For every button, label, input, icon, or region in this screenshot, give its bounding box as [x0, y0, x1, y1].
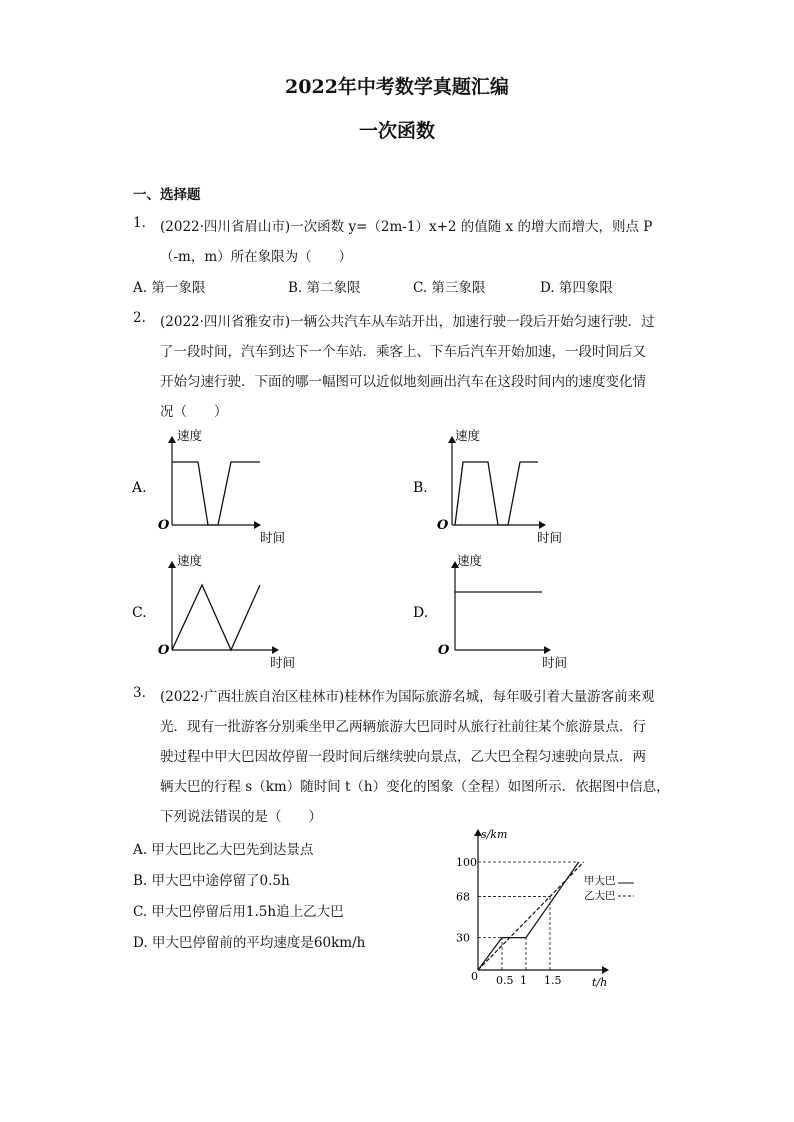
q3-series-yi [478, 862, 584, 970]
q2-option-d-label: D. [413, 605, 429, 621]
q2-c-origin: O [158, 643, 170, 658]
q2-b-y-label: 速度 [455, 428, 481, 443]
section-heading: 一、选择题 [133, 187, 201, 203]
q2-b-origin: O [437, 518, 449, 533]
q3-xtick-label: 1.5 [544, 974, 562, 987]
q3-line-2: 光．现有一批游客分别乘坐甲乙两辆旅游大巴同时从旅行社前往某个旅游景点．行 [160, 719, 646, 735]
q2-a-x-label: 时间 [260, 530, 286, 545]
q3-option-a: A. 甲大巴比乙大巴先到达景点 [133, 842, 314, 858]
q3-origin: 0 [471, 970, 478, 983]
q1-option-a: A. 第一象限 [133, 280, 206, 296]
q3-ytick-label: 30 [456, 931, 470, 945]
q3-ytick-label: 100 [456, 856, 477, 869]
q3-legend-yi: 乙大巴 [584, 890, 616, 902]
q2-c-y-label: 速度 [177, 553, 203, 568]
q2-line-1: (2022·四川省雅安市)一辆公共汽车从车站开出，加速行驶一段后开始匀速行驶．过 [160, 314, 655, 330]
q2-number: 2. [133, 310, 146, 326]
q1-number: 1. [133, 215, 146, 231]
q3-line-4: 辆大巴的行程 s（km）随时间 t（h）变化的图象（全程）如图所示．依据图中信息， [160, 779, 670, 795]
q2-a-curve [172, 462, 260, 525]
q3-x-label: t/h [592, 976, 608, 989]
q3-option-b: B. 甲大巴中途停留了0.5h [133, 873, 290, 889]
q2-a-origin: O [158, 518, 170, 533]
q3-number: 3. [133, 685, 146, 701]
q2-d-x-label: 时间 [542, 655, 568, 670]
q3-option-d: D. 甲大巴停留前的平均速度是60km/h [133, 935, 366, 951]
q2-option-c-label: C. [132, 605, 147, 621]
q3-xtick-label: 0.5 [496, 974, 514, 987]
q2-d-y-label: 速度 [457, 553, 483, 568]
q2-d-origin: O [438, 643, 450, 658]
page-subtitle: 一次函数 [358, 120, 435, 142]
q2-graph-d [413, 553, 567, 670]
q3-option-c: C. 甲大巴停留后用1.5h追上乙大巴 [133, 904, 344, 920]
page-title: 2022年中考数学真题汇编 [285, 76, 509, 98]
q3-line-1: (2022·广西壮族自治区桂林市)桂林作为国际旅游名城，每年吸引着大量游客前来观 [160, 689, 655, 705]
q2-graph-b [413, 428, 562, 545]
q2-b-curve [455, 462, 538, 525]
q2-line-3: 开始匀速行驶．下面的哪一幅图可以近似地刻画出汽车在这段时间内的速度变化情 [160, 374, 646, 390]
q3-ytick-label: 68 [456, 890, 470, 904]
q2-graph-c [132, 553, 295, 670]
q3-legend-jia: 甲大巴 [584, 875, 616, 887]
q1-option-d: D. 第四象限 [540, 280, 613, 296]
q2-line-2: 了一段时间，汽车到达下一个车站．乘客上、下车后汽车开始加速，一段时间后又 [160, 344, 646, 360]
q3-y-label: s/km [481, 828, 508, 841]
q2-line-4: 况（ ） [160, 404, 228, 420]
q2-option-b-label: B. [413, 480, 428, 496]
q3-line-5: 下列说法错误的是（ ） [160, 809, 322, 825]
q3-series-jia [478, 862, 579, 970]
q1-line-2: （-m，m）所在象限为（ ） [160, 249, 353, 265]
q3-line-3: 驶过程中甲大巴因故停留一段时间后继续驶向景点，乙大巴全程匀速驶向景点．两 [160, 749, 646, 765]
q2-option-a-label: A. [132, 480, 147, 496]
q2-c-x-label: 时间 [270, 655, 296, 670]
q2-graph-a [131, 428, 285, 545]
q2-b-x-label: 时间 [537, 530, 563, 545]
q2-a-y-label: 速度 [177, 428, 203, 443]
q1-line-1: (2022·四川省眉山市)一次函数 y=（2m-1）x+2 的值随 x 的增大而增大，则点 P [160, 219, 653, 235]
q1-option-b: B. 第二象限 [288, 280, 361, 296]
q1-option-c: C. 第三象限 [413, 280, 486, 296]
q2-c-curve [172, 585, 260, 650]
q2-graphs [130, 425, 610, 675]
q3-xtick-label: 1 [520, 974, 527, 987]
q3-chart [440, 820, 640, 995]
